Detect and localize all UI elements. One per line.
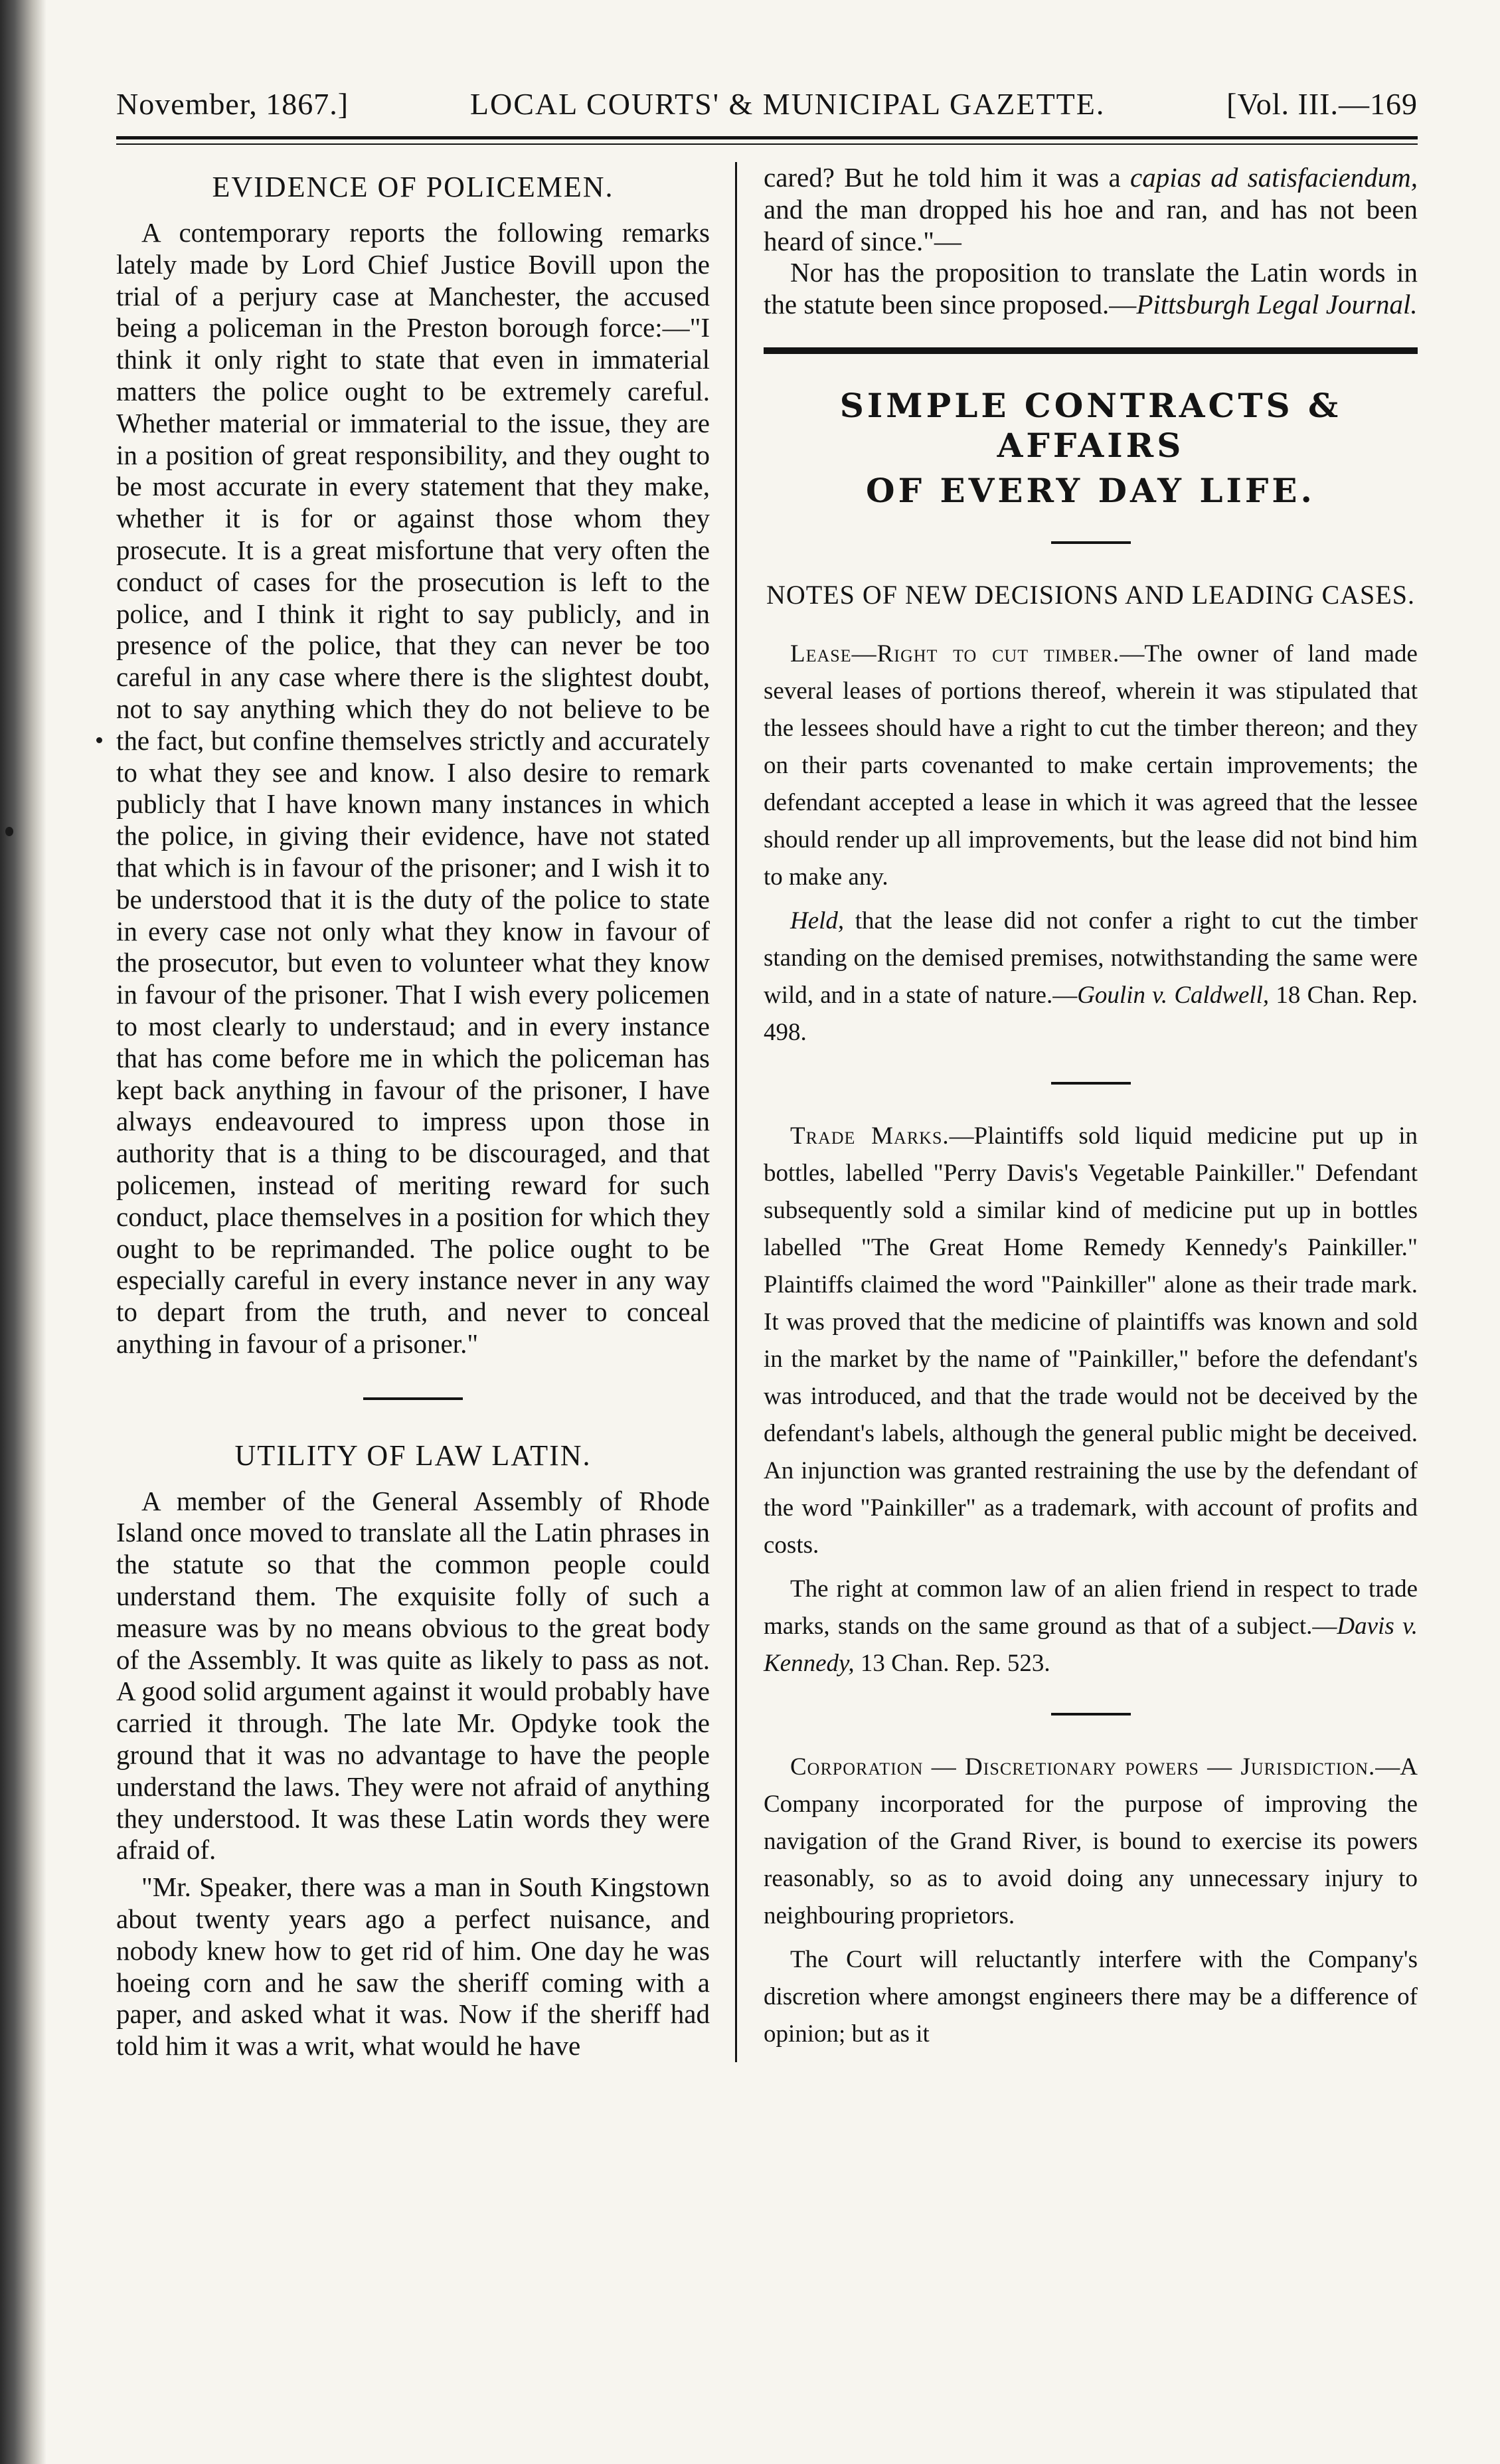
left-column	[116, 162, 737, 2062]
lease-title: Lease—Right to cut timber.	[790, 640, 1120, 667]
latin-continuation	[764, 162, 1418, 257]
gazette-page	[116, 86, 1418, 2062]
trade-text-2: The right at common law of an alien friend in respect to trade marks, stands on the same ground as that of a subject.—	[764, 1575, 1418, 1640]
latin-continuation-end: and the man dropped his hoe and ran, and has not been heard of since."—	[764, 193, 1418, 256]
header-date: November, 1867.]	[116, 87, 349, 121]
header-title: LOCAL COURTS' & MUNICIPAL GAZETTE.	[469, 87, 1106, 121]
book-binding-shadow	[0, 0, 46, 2464]
latin-closing-text: Nor has the proposition to translate the Latin words in the statute been since proposed.—	[764, 257, 1418, 320]
latin-closing	[764, 257, 1418, 321]
latin-phrase: capias ad satisfaciendum,	[1130, 162, 1418, 193]
trade-note	[764, 1118, 1418, 1564]
latin-continuation-text: cared? But he told him it was a	[764, 162, 1131, 193]
right-column	[737, 162, 1418, 2062]
lease-held	[764, 903, 1418, 1051]
trade-case: Davis v. Kennedy,	[764, 1612, 1418, 1677]
lease-text: —The owner of land made several leases of portions thereof, wherein it was stipulated that the lessees should have a right to cut the timber thereon; and they on their parts covenanted to make certain improvements; the defendant accepted a lease in which it was agreed that the lessee should render up all improvements, but the lease did not bind him to make any.	[764, 640, 1418, 891]
latin-heading: UTILITY OF LAW LATIN.	[234, 1439, 592, 1472]
held-word: Held,	[790, 907, 845, 934]
columns	[116, 162, 1418, 2062]
latin-paragraph-1: A member of the General Assembly of Rhode Island once moved to translate all the Latin phrases in the statute so that the common people could understand them. The exquisite folly of such a measure was by no means obvious to the great body of the Assembly. It was quite as likely to pass as not. A good solid argument against it would probably have carried it through. The late Mr. Opdyke took the ground that it was no advantage to have the people understand the laws. They were not afraid of anything they understood. It was these Latin words they were afraid of.	[116, 1485, 710, 1866]
header-rule	[116, 136, 1418, 145]
ink-speck	[5, 827, 13, 836]
trade-report: 13 Chan. Rep. 523.	[854, 1649, 1050, 1677]
lease-case: Goulin v. Caldwell,	[1077, 981, 1270, 1009]
corp-title: Corporation — Discretionary powers — Jurisdiction.	[790, 1753, 1376, 1781]
note-divider	[1051, 1082, 1131, 1085]
held-text: that the lease did not confer a right to cut the timber standing on the demised premises, notwithstanding the same were wild, and in a state of nature.—	[764, 907, 1418, 1009]
evidence-heading: EVIDENCE OF POLICEMEN.	[212, 171, 614, 203]
trade-text: —Plaintiffs sold liquid medicine put up in bottles, labelled "Perry Davis's Vegetable Painkiller." Defendant subsequently sold a similar kind of medicine put up in bottles labelled "The Great Home Remedy Kennedy's Painkiller." Plaintiffs claimed the word "Painkiller" alone as their trade mark. It was proved that the medicine of plaintiffs was known and sold in the market by the name of "Painkiller," before the defendant's was introduced, and that the trade would not be deceived by the defendant's labels, although the general public might be deceived. An injunction was granted restraining the use by the defendant of the word "Painkiller" as a trademark, with account of profits and costs.	[764, 1122, 1418, 1559]
section-title-line-2: OF EVERY DAY LIFE.	[866, 470, 1315, 510]
trade-note-2	[764, 1571, 1418, 1682]
corp-note-2: The Court will reluctantly interfere with the Company's discretion where amongst engineers there may be a difference of opinion; but as it	[764, 1945, 1418, 2048]
trade-title: Trade Marks.	[790, 1122, 950, 1150]
evidence-paragraph: A contemporary reports the following remarks lately made by Lord Chief Justice Bovill upon the trial of a perjury case at Manchester, the accused being a policeman in the Preston borough force:—"I think it only right to state that even in immaterial matters the police ought to be extremely careful. Whether material or immaterial to the issue, they are in a position of great responsibility, and they ought to be most accurate in every statement that they make, whether it is for or against those whom they prosecute. It is a great misfortune that very often the conduct of cases for the prosecution is left to the police, and I think it right to say publicly, and in presence of the police, that they can never be too careful in any case where there is the slightest doubt, not to say anything which they do not believe to be the fact, but confine themselves strictly and accurately to what they see and know. I also desire to remark publicly that I have known many instances in which the police, in giving their evidence, have not stated that which is in favour of the prisoner; and I wish it to be understood that it is the duty of the police to state in every case not only what they know in favour of the prosecutor, but even to volunteer what they know in favour of the prisoner. That I wish every policemen to most clearly to understaud; and in every instance that has come before me in which the policeman has kept back anything in favour of the prisoner, I have always endeavoured to impress upon those in authority that is a thing to be discouraged, and that policemen, instead of meriting reward for such conduct, place themselves in a position for which they ought to be reprimanded. The police ought to be especially careful in every instance never in any way to depart from the truth, and never to conceal anything in favour of a prisoner."	[116, 217, 710, 1359]
header-volume: [Vol. III.—169	[1226, 87, 1418, 121]
lease-report: 18 Chan. Rep. 498.	[764, 981, 1418, 1046]
ink-speck	[96, 737, 102, 743]
corp-note	[764, 1749, 1418, 1935]
latin-source: Pittsburgh Legal Journal.	[1136, 289, 1418, 320]
heavy-divider	[764, 347, 1418, 354]
page-header	[116, 86, 1418, 136]
note-divider	[1051, 1713, 1131, 1716]
section-title-line-1: SIMPLE CONTRACTS & AFFAIRS	[839, 385, 1342, 465]
corp-text: —A Company incorporated for the purpose of improving the navigation of the Grand River, is bound to exercise its powers reasonably, so as to avoid doing any unnecessary injury to neighbouring proprietors.	[764, 1753, 1418, 1929]
section-divider	[1051, 541, 1131, 544]
section-divider	[363, 1397, 463, 1400]
latin-paragraph-2: "Mr. Speaker, there was a man in South Kingstown about twenty years ago a perfect nuisance, and nobody knew how to get rid of him. One day he was hoeing corn and he saw the sheriff coming with a paper, and asked what it was. Now if the sheriff had told him it was a writ, what would he have	[116, 1872, 710, 2062]
notes-heading: NOTES OF NEW DECISIONS AND LEADING CASES.	[766, 579, 1415, 610]
lease-note	[764, 636, 1418, 896]
